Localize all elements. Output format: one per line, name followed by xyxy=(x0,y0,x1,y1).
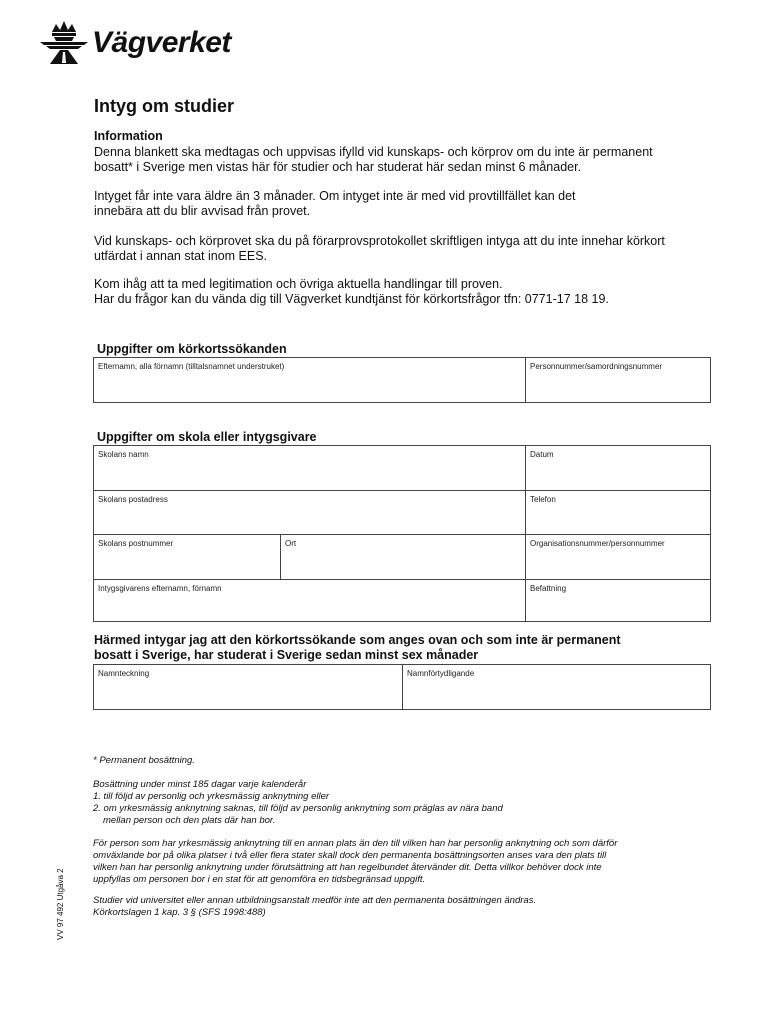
field-label: Skolans postnummer xyxy=(98,539,174,548)
text-line: utfärdat i annan stat inom EES. xyxy=(94,249,268,263)
signature-table xyxy=(93,664,711,710)
school-address-field[interactable] xyxy=(94,491,526,534)
school-postcode-field[interactable] xyxy=(94,535,281,579)
text-line: 2. om yrkesmässig anknytning saknas, till följd av personlig anknytning som präglas av nära band xyxy=(93,803,503,814)
text-line: Studier vid universitet eller annan utbildningsanstalt medför inte att den permanenta bosättningen ändras. xyxy=(93,895,537,906)
text-line: För person som har yrkesmässig anknytning till en annan plats än den till vilken han har personlig anknytning och som därför xyxy=(93,838,618,849)
text-line: Har du frågor kan du vända dig till Vägverket kundtjänst för körkortsfrågor tfn: 0771-17 18 19. xyxy=(94,292,609,306)
info-heading: Information xyxy=(94,129,163,143)
school-heading: Uppgifter om skola eller intygsgivare xyxy=(97,430,317,444)
text-line: vilken han har personlig anknytning under förutsättning att han regelbundet återvänder dit. Detta villkor behöver dock inte xyxy=(93,862,602,873)
applicant-name-field[interactable] xyxy=(94,358,526,402)
info-paragraph-4 xyxy=(94,277,734,307)
info-paragraph-2 xyxy=(94,189,734,219)
footnote-law xyxy=(93,895,713,919)
field-label: Telefon xyxy=(530,495,556,504)
field-label: Namnförtydligande xyxy=(407,669,475,678)
field-label: Befattning xyxy=(530,584,567,593)
info-paragraph-1 xyxy=(94,145,734,175)
text-line: Vid kunskaps- och körprovet ska du på förarprovsprotokollet skriftligen intyga att du inte innehar körkort xyxy=(94,234,665,248)
position-field[interactable] xyxy=(526,580,710,621)
crown-road-emblem-icon xyxy=(38,18,90,66)
applicant-heading: Uppgifter om körkortssökanden xyxy=(97,342,287,356)
name-clarification-field[interactable] xyxy=(403,665,710,709)
info-paragraph-3 xyxy=(94,234,734,264)
school-table xyxy=(93,445,711,622)
footnote-extra xyxy=(93,838,713,886)
school-name-field[interactable] xyxy=(94,446,526,490)
field-label: Personnummer/samordningsnummer xyxy=(530,362,663,371)
brand-logo-text: Vägverket xyxy=(92,26,231,59)
text-line: omväxlande bor på olika platser i två eller flera stater skall dock den permanenta bosättningsorten anses vara den plats till xyxy=(93,850,607,861)
orgnr-field[interactable] xyxy=(526,535,710,579)
text-line: mellan person och den plats där han bor. xyxy=(103,815,276,826)
date-field[interactable] xyxy=(526,446,710,490)
applicant-pnr-field[interactable] xyxy=(526,358,710,402)
text-line: Bosättning under minst 185 dagar varje kalenderår xyxy=(93,779,307,790)
text-line: bosatt* i Sverige men vistas här för studier och har studerat här sedan minst 6 månader. xyxy=(94,160,582,174)
attestation-heading xyxy=(94,633,714,663)
field-label: Datum xyxy=(530,450,554,459)
applicant-table xyxy=(93,357,711,403)
text-line: 1. till följd av personlig och yrkesmässig anknytning eller xyxy=(93,791,330,802)
field-label: Intygsgivarens efternamn, förnamn xyxy=(98,584,222,593)
issuer-name-field[interactable] xyxy=(94,580,526,621)
page-title: Intyg om studier xyxy=(94,96,235,116)
field-label: Skolans postadress xyxy=(98,495,168,504)
form-code: VV 97 492 Utgåva 2 xyxy=(56,868,65,940)
signature-field[interactable] xyxy=(94,665,403,709)
field-label: Ort xyxy=(285,539,297,548)
text-line: bosatt i Sverige, har studerat i Sverige sedan minst sex månader xyxy=(94,648,479,662)
text-line: Härmed intygar jag att den körkortssökande som anges ovan och som inte är permanent xyxy=(94,633,621,647)
text-line: Intyget får inte vara äldre än 3 månader. Om intyget inte är med vid provtillfället kan det xyxy=(94,189,576,203)
text-line: innebära att du blir avvisad från provet. xyxy=(94,204,311,218)
field-label: Efternamn, alla förnamn (tilltalsnamnet understruket) xyxy=(98,362,285,371)
field-label: Organisationsnummer/personnummer xyxy=(530,539,665,548)
footnote-star: * Permanent bosättning. xyxy=(93,755,195,766)
text-line: Denna blankett ska medtagas och uppvisas ifylld vid kunskaps- och körprov om du inte är permanent xyxy=(94,145,653,159)
text-line: Kom ihåg att ta med legitimation och övriga aktuella handlingar till proven. xyxy=(94,277,503,291)
text-line: uppfyllas om personen bor i en stat för att genomföra en tidsbegränsad uppgift. xyxy=(93,874,426,885)
city-field[interactable] xyxy=(281,535,526,579)
text-line: Körkortslagen 1 kap. 3 § (SFS 1998:488) xyxy=(93,907,266,918)
field-label: Namnteckning xyxy=(98,669,150,678)
footnote-definition xyxy=(93,779,713,827)
field-label: Skolans namn xyxy=(98,450,149,459)
phone-field[interactable] xyxy=(526,491,710,534)
